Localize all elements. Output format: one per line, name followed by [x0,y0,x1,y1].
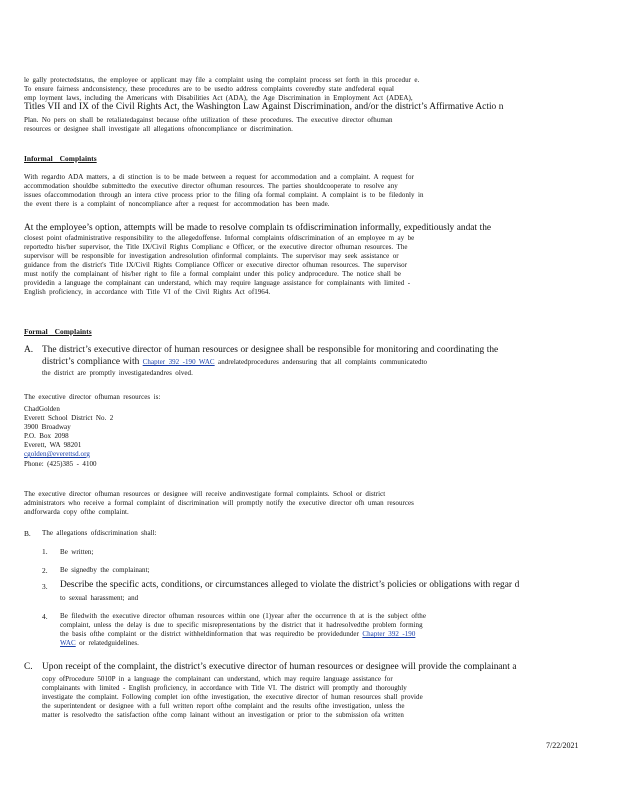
text-line: At the employee’s option, attempts will be made to resolve complain ts ofdiscrimination informally, expeditiously andat the [24,223,492,233]
text-line: reportedto his/her supervisor, the Title IX/Civil Rights Complianc e Officer, or the executive director ofhuman resources. The [24,243,408,251]
text-line: investigate the complaint. Following complet ion ofthe investigation, the executive director of human resources shall provide [42,693,423,701]
phone-line: Phone: (425)385 - 4100 [24,460,97,468]
text-line: the district are promptly investigatedandres olved. [42,369,193,377]
list-marker: 2. [42,566,48,575]
text-line: the event there is a complaint of noncompliance after a request for accommodation has been made. [24,200,330,208]
text-line: matter is resolvedto the satisfaction ofthe comp lainant without an investigation or prior to the submission ofa written [42,711,404,719]
text-line: With regardto ADA matters, a di stinction is to be made between a request for accommodation and a complaint. A request for [24,173,414,181]
list-marker: A. [24,345,34,355]
address-line: 3900 Broadway [24,423,71,431]
list-marker: C. [24,662,33,672]
text-line: Describe the specific acts, conditions, or circumstances alleged to violate the district’s policies or obligations with regar d [60,580,520,590]
address-line: Everett, WA 98201 [24,441,82,449]
text-line: copy ofProcedure 5010P in a language the complainant can understand, which may require language assistance for [42,675,393,683]
list-marker: 3. [42,582,48,591]
list-marker: 4. [42,612,48,621]
text-line: The district’s executive director of human resources or designee shall be responsible for monitoring and coordinating the [42,345,499,355]
text-line: andforwarda copy ofthe complaint. [24,508,129,516]
text-line: Be signedby the complainant; [60,566,150,574]
text-line: le gally protectedstatus, the employee or applicant may file a complaint using the complaint process set forth in this procedur e. [24,76,420,84]
text-line: Be written; [60,548,94,556]
text-line: English proficiency, in accordance with Title VI of the Civil Rights Act of1964. [24,288,271,296]
text-line: resources or designee shall investigate all allegations ofnoncompliance or discrimination. [24,125,293,133]
text-span: the basis ofthe complaint or the district withheldinformation that was requiredto be providedunder [60,630,359,638]
section-heading: Informal Complaints [24,154,97,163]
text-line: administrators who receive a formal complaint of discrimination will promptly notify the executive director ofh uman resources [24,499,414,507]
text-line [60,630,415,638]
text-line [60,639,139,647]
text-line: providedin a language the complainant can understand, which may require language assistance for complainants with limited - [24,279,411,287]
list-marker: B. [24,529,31,538]
footer-date: 7/22/2021 [546,741,579,750]
wac-link[interactable]: Chapter 392 -190 WAC [142,358,215,366]
text-line: The executive director ofhuman resources is: [24,393,161,401]
list-marker: 1. [42,547,48,556]
text-line: must notify the complainant of his/her right to file a formal complaint under this policy andprocedure. The notice shall be [24,270,401,278]
text-line: Titles VII and IX of the Civil Rights Act, the Washington Law Against Discrimination, and/or the district’s Affirmative Actio n [24,102,504,112]
address-line: Everett School District No. 2 [24,414,114,422]
text-line [42,357,427,368]
text-line: The executive director ofhuman resources or designee will receive andinvestigate formal complaints. School or district [24,490,386,498]
text-line: The allegations ofdiscrimination shall: [42,529,157,537]
text-line: closest point ofadministrative responsibility to the allegedoffense. Informal complaints ofdiscrimination of an employee m ay be [24,234,415,242]
address-line: P.O. Box 2098 [24,432,69,440]
text-line: Be filedwith the executive director ofhuman resources within one (1)year after the occurrence th at is the subject ofthe [60,612,426,620]
wac-link[interactable]: WAC [60,639,76,647]
address-line: ChadGolden [24,405,60,413]
text-line: emp loyment laws, including the Americans with Disabilities Act (ADA), the Age Discrimination in Employment Act (ADEA), [24,94,413,102]
wac-link[interactable]: Chapter 392 -190 [362,630,416,638]
text-line: to sexual harassment; and [60,594,139,602]
text-line: accommodation shouldbe submittedto the executive director ofhuman resources. The parties shouldcooperate to resolve any [24,182,398,190]
text-span: andrelatedprocedures andensuring that all complaints communicatedto [218,358,428,366]
text-line: complaint, unless the delay is due to specific misrepresentations by the district that it hadresolvedthe problem forming [60,621,423,629]
text-line: the superintendent or designee with a full written report ofthe complaint and the results ofthe investigation, unless the [42,702,405,710]
text-line: complainants with limited - English proficiency, in accordance with Title VI. The district will promptly and thoroughly [42,684,407,692]
text-line: Upon receipt of the complaint, the district’s executive director of human resources or designee will provide the complainant a [42,662,517,672]
text-span: district’s compliance with [42,357,140,367]
text-line: To ensure fairness andconsistency, these procedures are to be usedto address complaints coveredby state andfederal equal [24,85,394,93]
text-line: Plan. No pers on shall be retaliatedagainst because ofthe utilization of these procedures. The executive director ofhuman [24,116,393,124]
text-line: guidance from the district's Title IX/Civil Rights Compliance Officer or executive director ofhuman resources. The supervisor [24,261,408,269]
email-link[interactable]: cgolden@everettsd.org [24,450,90,458]
text-line: issues ofaccommodation through an intera ctive process prior to the filing ofa formal complaint. A complaint is to be filedonly in [24,191,424,199]
section-heading: Formal Complaints [24,327,92,336]
text-span: or relatedguidelines. [79,639,139,647]
text-line: supervisor will be responsible for investigation andresolution ofinformal complaints. The supervisor may seek assistance or [24,252,399,260]
